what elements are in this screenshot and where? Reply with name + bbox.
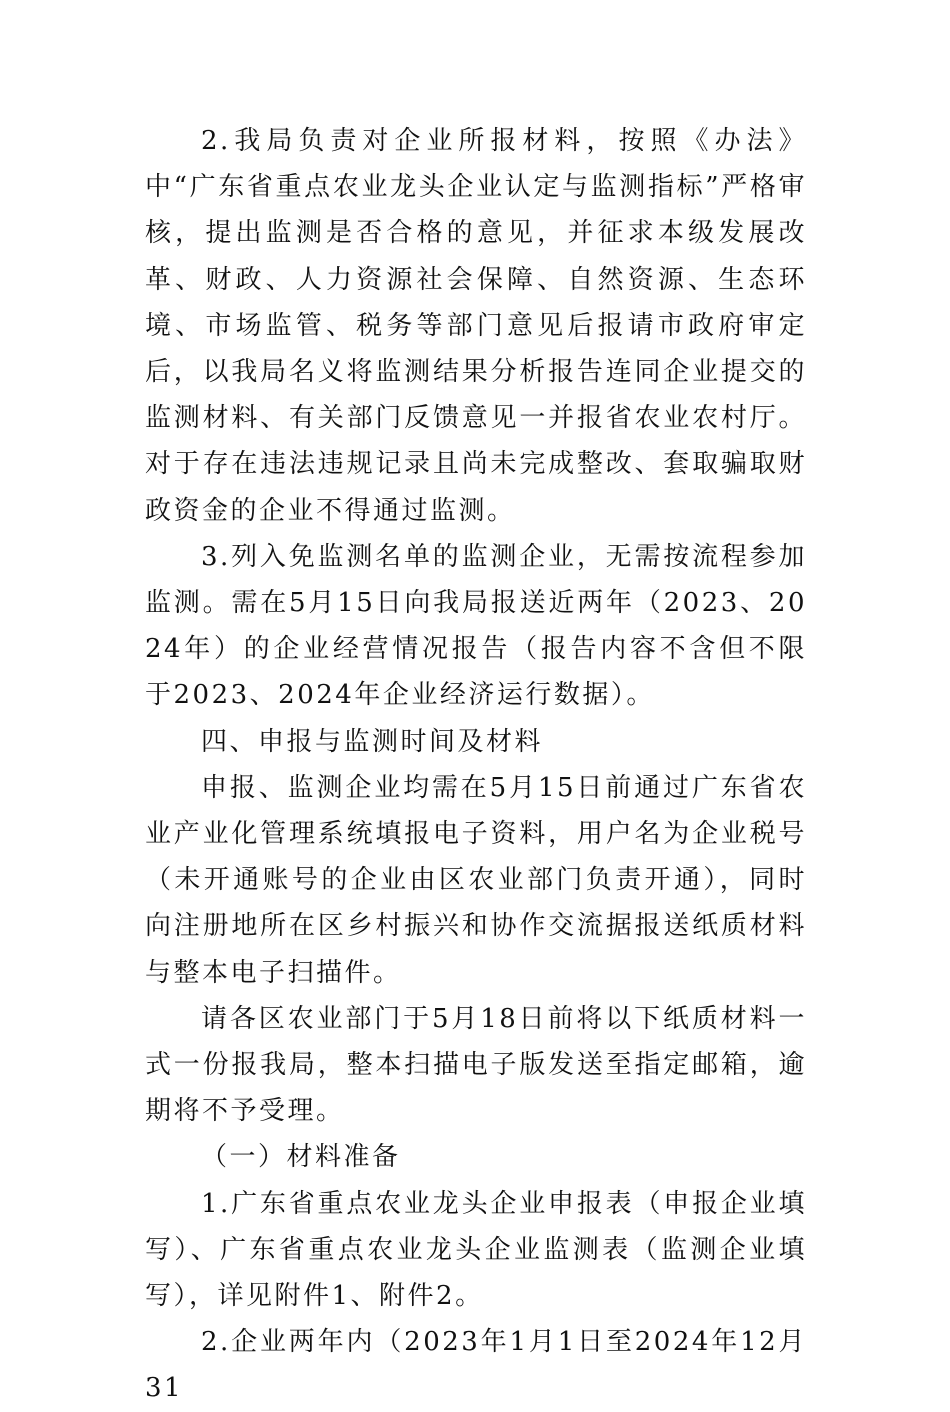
paragraph-exempt-enterprises: 3.列入免监测名单的监测企业，无需按流程参加监测。需在5月15日向我局报送近两年（2023、2024年）的企业经营情况报告（报告内容不含但不限于2023、2024年企业经济运行数据）。 (145, 541, 807, 711)
paragraph-district-deadline: 请各区农业部门于5月18日前将以下纸质材料一式一份报我局，整本扫描电子版发送至指定邮箱，逾期将不予受理。 (145, 1003, 807, 1127)
paragraph-application-forms: 1.广东省重点农业龙头企业申报表（申报企业填写）、广东省重点农业龙头企业监测表（监测企业填写），详见附件1、附件2。 (145, 1188, 807, 1312)
paragraph-online-submission: 申报、监测企业均需在5月15日前通过广东省农业产业化管理系统填报电子资料，用户名为企业税号（未开通账号的企业由区农业部门负责开通），同时向注册地所在区乡村振兴和协作交流据报送纸质材料与整本电子扫描件。 (145, 772, 807, 988)
paragraph-review-procedure: 2.我局负责对企业所报材料，按照《办法》中“广东省重点农业龙头企业认定与监测指标”严格审核，提出监测是否合格的意见，并征求本级发展改革、财政、人力资源社会保障、自然资源、生态环境、市场监管、税务等部门意见后报请市政府审定后，以我局名义将监测结果分析报告连同企业提交的监测材料、有关部门反馈意见一并报省农业农村厅。对于存在违法违规记录且尚未完成整改、套取骗取财政资金的企业不得通过监测。 (145, 126, 807, 526)
sub-heading-material-preparation: （一）材料准备 (201, 1142, 401, 1173)
section-heading-time-and-materials: 四、申报与监测时间及材料 (201, 726, 544, 757)
document-body (145, 118, 807, 1412)
paragraph-two-year-period: 2.企业两年内（2023年1月1日至2024年12月31 (145, 1327, 807, 1404)
